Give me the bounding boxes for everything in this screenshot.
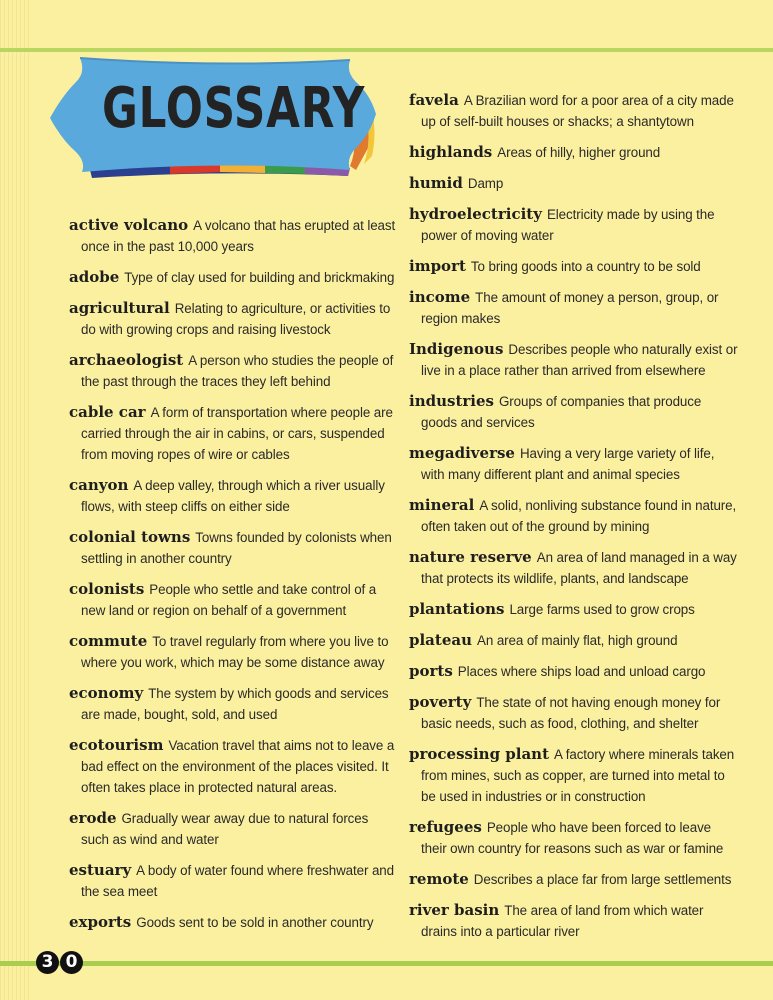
glossary-definition: Gradually wear away due to natural forces such as wind and water bbox=[81, 811, 369, 847]
glossary-term: canyon bbox=[69, 476, 129, 494]
glossary-banner bbox=[50, 48, 385, 186]
glossary-term: import bbox=[409, 257, 466, 275]
glossary-entry bbox=[409, 287, 739, 329]
glossary-entry bbox=[69, 735, 399, 798]
glossary-term: refugees bbox=[409, 818, 482, 836]
glossary-term: estuary bbox=[69, 861, 132, 879]
left-edge-stripes bbox=[0, 0, 30, 1000]
glossary-term: colonial towns bbox=[69, 528, 191, 546]
glossary-term: humid bbox=[409, 174, 463, 192]
glossary-definition: A volcano that has erupted at least once in the past 10,000 years bbox=[81, 218, 396, 254]
page-number-digit: 3 bbox=[36, 951, 59, 974]
glossary-entry bbox=[69, 808, 399, 850]
glossary-entry bbox=[409, 599, 739, 620]
glossary-entry bbox=[409, 744, 739, 807]
glossary-entry bbox=[69, 631, 399, 673]
glossary-term: economy bbox=[69, 684, 144, 702]
glossary-definition: A Brazilian word for a poor area of a city made up of self-built houses or shacks; a shantytown bbox=[421, 93, 734, 129]
glossary-entry bbox=[409, 817, 739, 859]
glossary-term: nature reserve bbox=[409, 548, 532, 566]
glossary-definition: The amount of money a person, group, or region makes bbox=[421, 290, 719, 326]
glossary-entry bbox=[409, 173, 739, 194]
glossary-definition: The state of not having enough money for basic needs, such as food, clothing, and shelter bbox=[421, 695, 721, 731]
glossary-definition: A form of transportation where people are carried through the air in cabins, or cars, suspended from moving ropes of wire or cables bbox=[81, 405, 393, 462]
glossary-definition: Places where ships load and unload cargo bbox=[457, 664, 706, 679]
glossary-entry bbox=[409, 142, 739, 163]
glossary-definition: An area of mainly flat, high ground bbox=[477, 633, 678, 648]
glossary-definition: Type of clay used for building and brickmaking bbox=[124, 270, 395, 285]
glossary-definition: Groups of companies that produce goods and services bbox=[421, 394, 702, 430]
glossary-definition: To travel regularly from where you live to where you work, which may be some distance away bbox=[81, 634, 389, 670]
glossary-entry bbox=[69, 683, 399, 725]
glossary-definition: Large farms used to grow crops bbox=[509, 602, 695, 617]
glossary-entry bbox=[409, 692, 739, 734]
glossary-definition: An area of land managed in a way that protects its wildlife, plants, and landscape bbox=[421, 550, 737, 586]
glossary-definition: People who have been forced to leave their own country for reasons such as war or famine bbox=[421, 820, 724, 856]
glossary-entry bbox=[69, 267, 399, 288]
glossary-definition: Having a very large variety of life, with many different plant and animal species bbox=[421, 446, 715, 482]
glossary-entry bbox=[409, 495, 739, 537]
glossary-term: favela bbox=[409, 91, 459, 109]
glossary-term: river basin bbox=[409, 901, 500, 919]
glossary-entry bbox=[409, 90, 739, 132]
glossary-entry bbox=[409, 547, 739, 589]
glossary-term: ports bbox=[409, 662, 453, 680]
glossary-definition: People who settle and take control of a new land or region on behalf of a government bbox=[81, 582, 377, 618]
glossary-term: erode bbox=[69, 809, 117, 827]
glossary-entry bbox=[409, 256, 739, 277]
glossary-entry bbox=[409, 391, 739, 433]
page-number-digit: 0 bbox=[60, 951, 83, 974]
glossary-definition: Vacation travel that aims not to leave a bad effect on the environment of the places visited. It often takes place in protected natural areas. bbox=[81, 738, 395, 795]
page-number bbox=[36, 951, 83, 975]
glossary-term: ecotourism bbox=[69, 736, 164, 754]
glossary-term: adobe bbox=[69, 268, 120, 286]
glossary-definition: Describes a place far from large settlements bbox=[473, 872, 732, 887]
glossary-definition: A solid, nonliving substance found in nature, often taken out of the ground by mining bbox=[421, 498, 737, 534]
glossary-definition: To bring goods into a country to be sold bbox=[470, 259, 701, 274]
glossary-term: plantations bbox=[409, 600, 505, 618]
glossary-entry bbox=[409, 661, 739, 682]
glossary-right-column bbox=[409, 90, 739, 952]
glossary-entry bbox=[69, 402, 399, 465]
glossary-definition: Describes people who naturally exist or live in a place rather than arrived from elsewhere bbox=[421, 342, 738, 378]
glossary-entry bbox=[409, 339, 739, 381]
glossary-term: archaeologist bbox=[69, 351, 184, 369]
glossary-term: remote bbox=[409, 870, 469, 888]
glossary-definition: Relating to agriculture, or activities to do with growing crops and raising livestock bbox=[81, 301, 391, 337]
glossary-definition: Damp bbox=[467, 176, 504, 191]
glossary-entry bbox=[69, 912, 399, 933]
glossary-definition: Electricity made by using the power of moving water bbox=[421, 207, 715, 243]
glossary-definition: A person who studies the people of the past through the traces they left behind bbox=[81, 353, 394, 389]
glossary-definition: Areas of hilly, higher ground bbox=[497, 145, 661, 160]
glossary-term: highlands bbox=[409, 143, 493, 161]
glossary-entry bbox=[69, 350, 399, 392]
glossary-entry bbox=[69, 298, 399, 340]
glossary-definition: The system by which goods and services are made, bought, sold, and used bbox=[81, 686, 389, 722]
glossary-term: hydroelectricity bbox=[409, 205, 542, 223]
glossary-definition: A body of water found where freshwater and the sea meet bbox=[81, 863, 394, 899]
glossary-term: colonists bbox=[69, 580, 145, 598]
glossary-entry bbox=[409, 869, 739, 890]
glossary-entry bbox=[409, 630, 739, 651]
glossary-term: mineral bbox=[409, 496, 475, 514]
glossary-entry bbox=[69, 860, 399, 902]
bottom-divider-line bbox=[0, 961, 773, 966]
glossary-definition: Goods sent to be sold in another country bbox=[136, 915, 374, 930]
glossary-entry bbox=[69, 579, 399, 621]
glossary-term: agricultural bbox=[69, 299, 170, 317]
glossary-term: active volcano bbox=[69, 216, 189, 234]
glossary-term: processing plant bbox=[409, 745, 550, 763]
glossary-entry bbox=[409, 900, 739, 942]
glossary-term: income bbox=[409, 288, 471, 306]
glossary-entry bbox=[69, 475, 399, 517]
page-title: GLOSSARY bbox=[102, 76, 366, 141]
glossary-entry bbox=[409, 204, 739, 246]
glossary-definition: Towns founded by colonists when settling in another country bbox=[81, 530, 392, 566]
glossary-term: poverty bbox=[409, 693, 472, 711]
glossary-term: cable car bbox=[69, 403, 146, 421]
glossary-term: megadiverse bbox=[409, 444, 515, 462]
glossary-entry bbox=[69, 527, 399, 569]
glossary-left-column bbox=[69, 215, 399, 943]
glossary-term: commute bbox=[69, 632, 148, 650]
glossary-term: Indigenous bbox=[409, 340, 504, 358]
glossary-term: plateau bbox=[409, 631, 473, 649]
glossary-definition: A factory where minerals taken from mines, such as copper, are turned into metal to be used in industries or in construction bbox=[421, 747, 735, 804]
glossary-definition: The area of land from which water drains into a particular river bbox=[421, 903, 704, 939]
glossary-entry bbox=[69, 215, 399, 257]
glossary-term: industries bbox=[409, 392, 494, 410]
glossary-entry bbox=[409, 443, 739, 485]
glossary-definition: A deep valley, through which a river usually flows, with steep cliffs on either side bbox=[81, 478, 385, 514]
glossary-term: exports bbox=[69, 913, 132, 931]
